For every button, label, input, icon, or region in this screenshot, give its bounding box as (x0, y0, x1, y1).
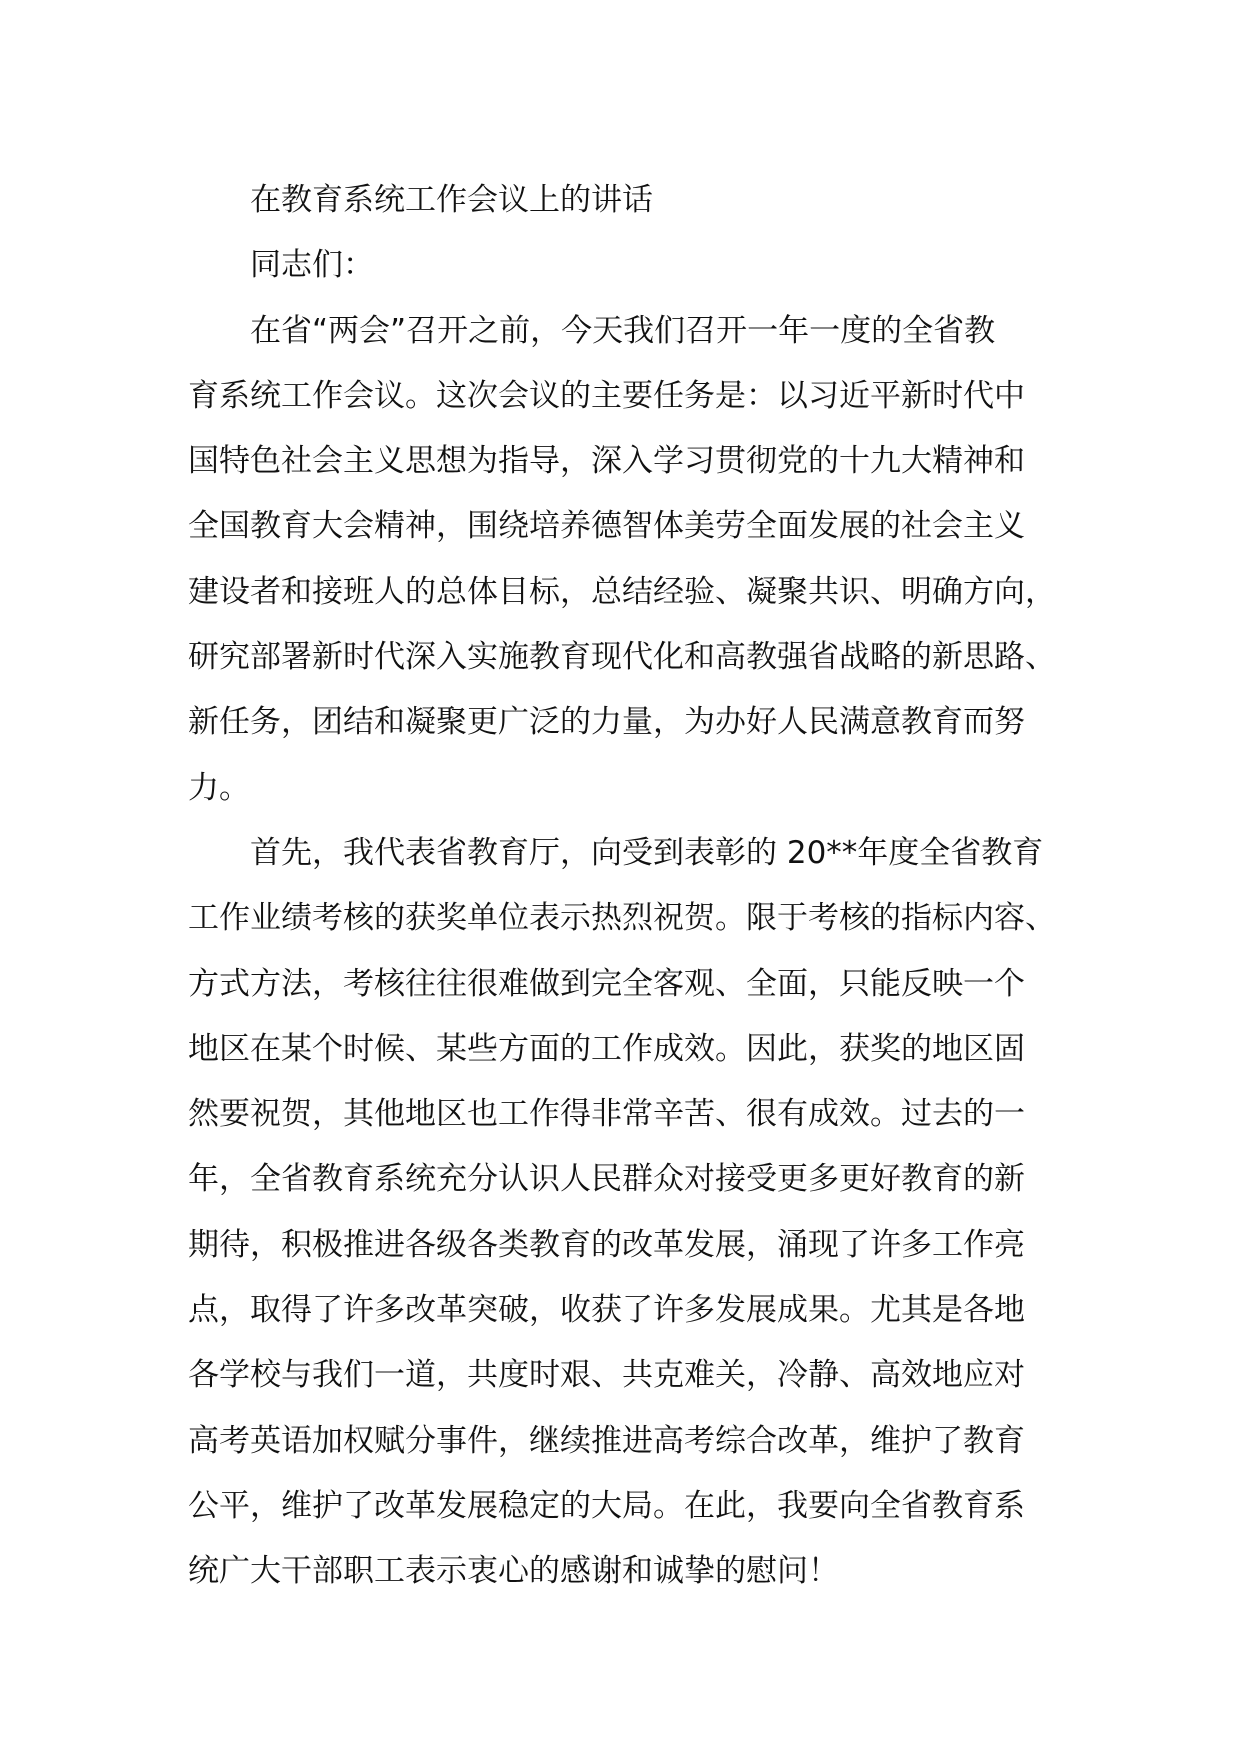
paragraph-line: 国特色社会主义思想为指导，深入学习贯彻党的十九大精神和 (188, 443, 1025, 480)
paragraph-line: 建设者和接班人的总体目标，总结经验、凝聚共识、明确方向， (188, 573, 1056, 610)
paragraph-line: 新任务，团结和凝聚更广泛的力量，为办好人民满意教育而努 (188, 704, 1025, 741)
paragraph-line: 方式方法，考核往往很难做到完全客观、全面，只能反映一个 (188, 965, 1025, 1002)
paragraph-2 (188, 821, 1064, 1605)
paragraph-line: 期待，积极推进各级各类教育的改革发展，涌现了许多工作亮 (188, 1226, 1025, 1263)
paragraph-line: 地区在某个时候、某些方面的工作成效。因此，获奖的地区固 (188, 1030, 1025, 1067)
paragraph-line: 高考英语加权赋分事件，继续推进高考综合改革，维护了教育 (188, 1422, 1025, 1459)
paragraph-line: 研究部署新时代深入实施教育现代化和高教强省战略的新思路、 (188, 639, 1056, 676)
paragraph-line: 育系统工作会议。这次会议的主要任务是：以习近平新时代中 (188, 377, 1025, 414)
document-body (188, 168, 1064, 1605)
document-title: 在教育系统工作会议上的讲话 (250, 182, 653, 218)
paragraph-line: 年，全省教育系统充分认识人民群众对接受更多更好教育的新 (188, 1161, 1025, 1198)
paragraph-line: 然要祝贺，其他地区也工作得非常辛苦、很有成效。过去的一 (188, 1096, 1025, 1133)
paragraph-line: 力。 (188, 769, 250, 806)
paragraph-line: 全国教育大会精神，围绕培养德智体美劳全面发展的社会主义 (188, 508, 1025, 545)
paragraph-line: 各学校与我们一道，共度时艰、共克难关，冷静、高效地应对 (188, 1357, 1025, 1394)
salutation: 同志们： (250, 247, 374, 284)
paragraph-line: 在省“两会”召开之前，今天我们召开一年一度的全省教 (250, 312, 996, 349)
paragraph-line: 首先，我代表省教育厅，向受到表彰的 20**年度全省教育 (250, 834, 1044, 871)
paragraph-line: 点，取得了许多改革突破，收获了许多发展成果。尤其是各地 (188, 1292, 1025, 1329)
paragraph-line: 工作业绩考核的获奖单位表示热烈祝贺。限于考核的指标内容、 (188, 900, 1056, 937)
paragraph-line: 公平，维护了改革发展稳定的大局。在此，我要向全省教育系 (188, 1487, 1025, 1524)
paragraph-line: 统广大干部职工表示衷心的感谢和诚挚的慰问！ (188, 1553, 839, 1590)
paragraph-1 (188, 299, 1064, 821)
